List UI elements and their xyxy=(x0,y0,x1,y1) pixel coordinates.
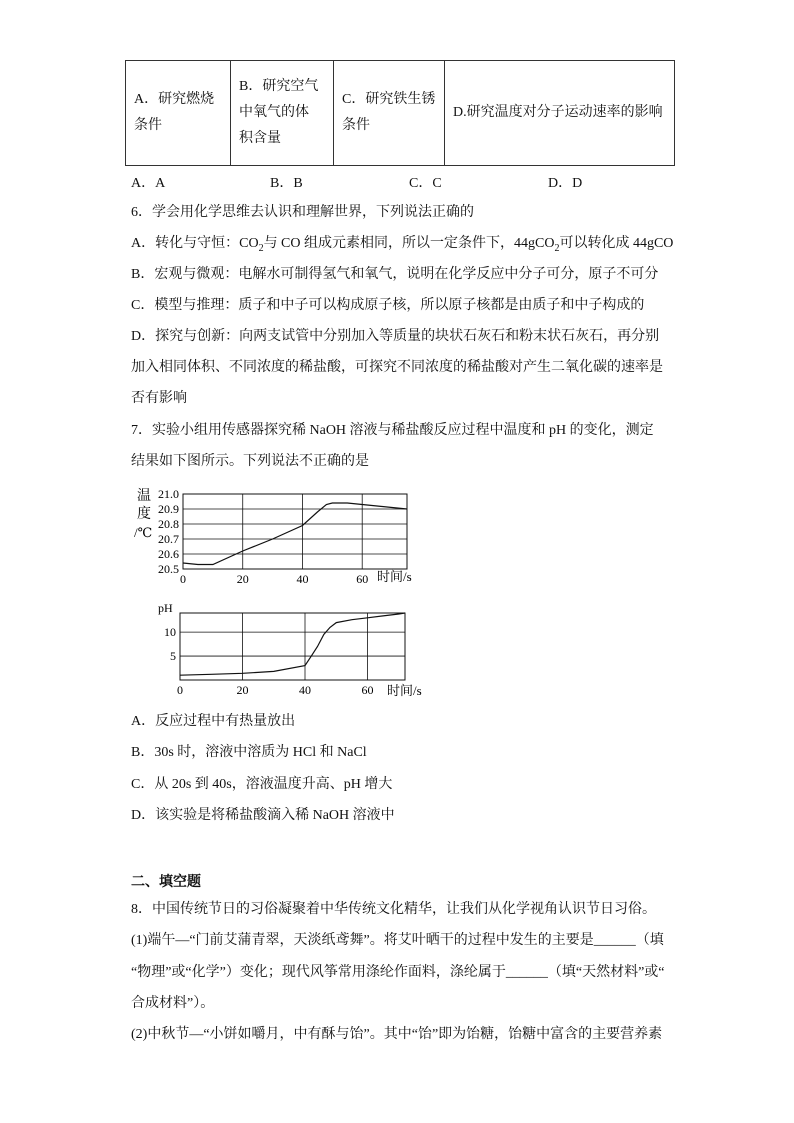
y-tick-label: 20.9 xyxy=(158,502,179,516)
ph-y-ticks xyxy=(164,625,176,663)
x-tick-label: 60 xyxy=(356,572,369,586)
q7-option-c[interactable]: C．从 20s 到 40s，溶液温度升高、pH 增大 xyxy=(131,777,393,792)
cell-line: A．研究燃烧 xyxy=(134,92,215,107)
y-tick-label: 20.6 xyxy=(158,547,179,561)
y-tick-label: 5 xyxy=(170,649,176,664)
y-tick-label: 21.0 xyxy=(158,487,179,501)
temperature-ylabel-line: /℃ xyxy=(134,525,153,540)
cell-line: C．研究铁生锈 xyxy=(342,92,436,107)
q5-choice-c[interactable]: C．C xyxy=(409,176,442,191)
ph-series-line xyxy=(180,613,405,675)
q7-option-d[interactable]: D．该实验是将稀盐酸滴入稀 NaOH 溶液中 xyxy=(131,808,395,823)
q5-choice-b[interactable]: B．B xyxy=(270,176,303,191)
cell-line: 条件 xyxy=(134,118,162,133)
temperature-series-line xyxy=(183,503,407,565)
q8-stem: 8．中国传统节日的习俗凝聚着中华传统文化精华，让我们从化学视角认识节日习俗。 xyxy=(131,902,656,917)
q7-stem-line1: 7．实验小组用传感器探究稀 NaOH 溶液与稀盐酸反应过程中温度和 pH 的变化，测定 xyxy=(131,423,654,438)
cell-line: 条件 xyxy=(342,118,370,133)
table-cell-a xyxy=(126,61,231,166)
q8-part1-line2: “物理”或“化学”）变化；现代风筝常用涤纶作面料，涤纶属于______（填“天然材料”或“ xyxy=(131,965,665,980)
section-title-fill-in: 二、填空题 xyxy=(131,875,201,890)
temperature-xlabel: 时间/s xyxy=(377,569,412,584)
q5-options-table xyxy=(125,60,675,166)
q6-option-d-line2: 加入相同体积、不同浓度的稀盐酸，可探究不同浓度的稀盐酸对产生二氧化碳的速率是 xyxy=(131,360,663,375)
q6-option-d-line1[interactable]: D．探究与创新：向两支试管中分别加入等质量的块状石灰石和粉末状石灰石，再分别 xyxy=(131,329,660,344)
table-cell-d xyxy=(445,61,675,166)
y-tick-label: 20.7 xyxy=(158,532,179,546)
plot-frame xyxy=(180,613,405,680)
temperature-ylabel-line: 温 xyxy=(137,489,151,504)
q6-stem: 6．学会用化学思维去认识和理解世界，下列说法正确的 xyxy=(131,205,474,220)
q6-option-a[interactable] xyxy=(131,234,673,259)
x-tick-label: 40 xyxy=(299,683,311,697)
temperature-ylabel xyxy=(134,488,152,540)
table-cell-c xyxy=(334,61,445,166)
ph-x-ticks xyxy=(177,683,374,697)
q6-a-sub2: 2 xyxy=(554,242,560,254)
q6-option-d-line3: 否有影响 xyxy=(131,391,187,406)
q6-a-part1: A．转化与守恒：CO xyxy=(131,236,259,251)
q6-a-part2: 与 CO 组成元素相同，所以一定条件下，44gCO xyxy=(263,236,555,251)
temperature-chart xyxy=(125,483,425,588)
q8-part1-line3: 合成材料”）。 xyxy=(131,996,215,1011)
x-tick-label: 20 xyxy=(236,572,249,586)
y-tick-label: 10 xyxy=(164,625,176,640)
cell-line: 积含量 xyxy=(239,131,281,146)
q6-a-sub1: 2 xyxy=(258,242,264,254)
temperature-x-ticks xyxy=(180,572,368,586)
cell-line: 中氧气的体 xyxy=(239,105,309,120)
q6-option-c[interactable]: C．模型与推理：质子和中子可以构成原子核，所以原子核都是由质子和中子构成的 xyxy=(131,298,645,313)
q7-stem-line2: 结果如下图所示。下列说法不正确的是 xyxy=(131,454,369,469)
q8-part2-line1: (2)中秋节—“小饼如嚼月，中有酥与饴”。其中“饴”即为饴糖，饴糖中富含的主要营养素 xyxy=(131,1027,663,1042)
x-tick-label: 20 xyxy=(236,683,249,697)
q8-part1-line1: (1)端午—“门前艾蒲青翠，天淡纸鸢舞”。将艾叶晒干的过程中发生的主要是______（填 xyxy=(131,933,664,948)
x-tick-label: 0 xyxy=(180,572,186,586)
temperature-ylabel-line: 度 xyxy=(137,507,151,522)
cell-line: B．研究空气 xyxy=(239,79,319,94)
q7-option-a[interactable]: A．反应过程中有热量放出 xyxy=(131,714,296,729)
ph-chart xyxy=(155,598,430,700)
cell-line: D.研究温度对分子运动速率的影响 xyxy=(453,105,663,120)
ph-grid xyxy=(180,613,405,680)
y-tick-label: 20.5 xyxy=(158,562,179,576)
y-tick-label: 20.8 xyxy=(158,517,179,531)
q7-option-b[interactable]: B．30s 时，溶液中溶质为 HCl 和 NaCl xyxy=(131,745,367,760)
temperature-y-ticks xyxy=(158,487,179,576)
q5-choice-a[interactable]: A．A xyxy=(131,176,166,191)
ph-ylabel: pH xyxy=(158,601,173,615)
ph-xlabel: 时间/s xyxy=(387,683,422,698)
x-tick-label: 40 xyxy=(296,572,309,586)
x-tick-label: 60 xyxy=(361,683,374,697)
q6-option-b[interactable]: B．宏观与微观：电解水可制得氢气和氧气，说明在化学反应中分子可分，原子不可分 xyxy=(131,267,659,282)
q6-a-part3: 可以转化成 44gCO xyxy=(559,236,674,251)
table-cell-b xyxy=(231,61,334,166)
q5-choice-d[interactable]: D．D xyxy=(548,176,583,191)
x-tick-label: 0 xyxy=(177,683,183,697)
